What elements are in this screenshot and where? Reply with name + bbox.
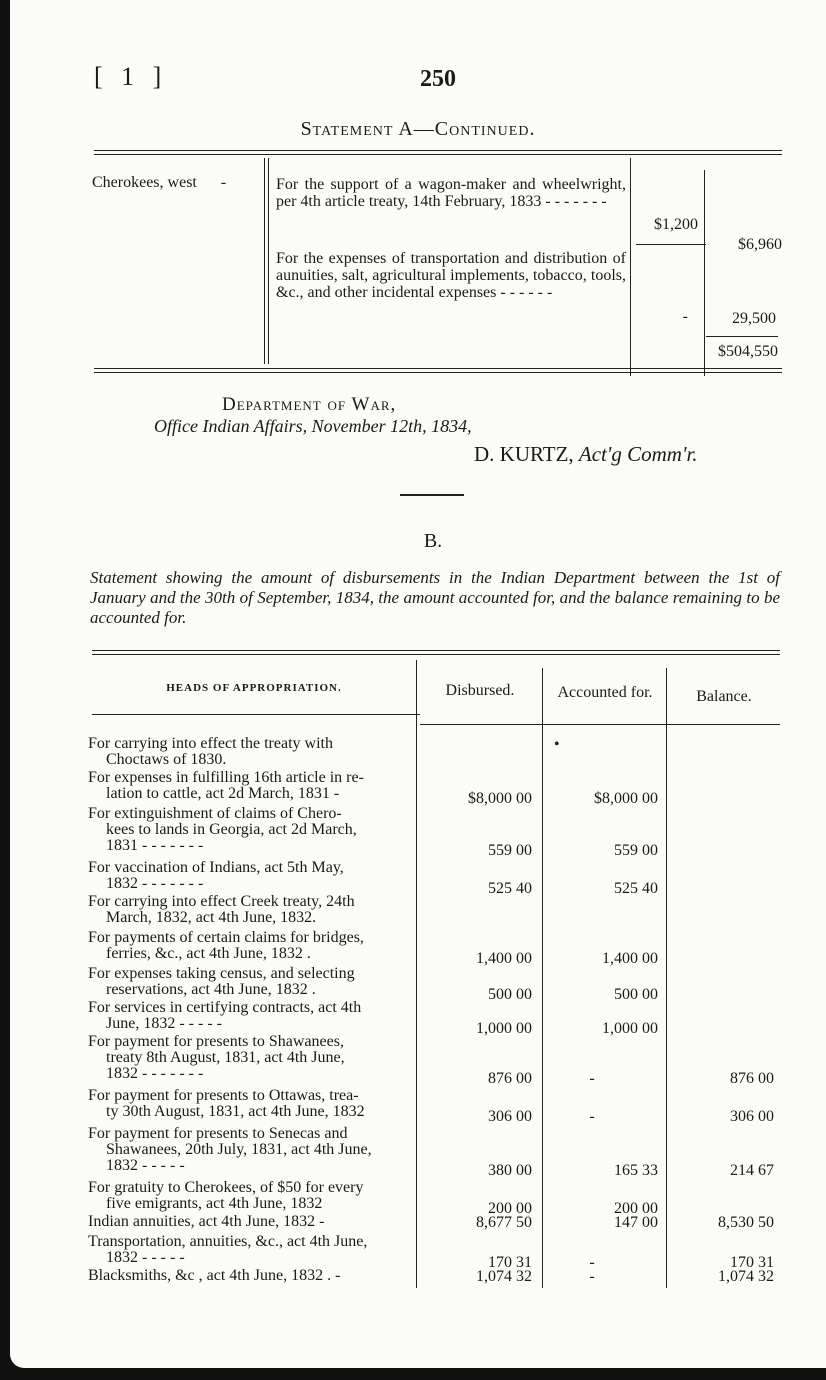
appropriation-head <box>88 1234 418 1266</box>
appropriation-head <box>88 860 418 892</box>
appropriation-head <box>88 806 418 854</box>
column-header-balance: Balance. <box>696 688 752 705</box>
statement-a-tribe <box>92 174 226 192</box>
appropriation-head-line: For carrying into effect Creek treaty, 24th <box>88 893 355 910</box>
statement-b-caption: Statement showing the amount of disbursements in the Indian Department between the 1st of January and the 30th of September, 1834, the amount accounted for, and the balance remaining to be accounted for. <box>90 568 780 627</box>
statement-a-item-2-amount: - <box>682 308 688 325</box>
appropriation-head-line: lation to cattle, act 2d March, 1831 - <box>106 785 340 802</box>
accounted-value: 1,400 00 <box>602 950 658 967</box>
appropriation-head-line: For expenses taking census, and selecting <box>88 965 355 982</box>
statement-a-subtotal-1: $6,960 <box>738 236 782 253</box>
accounted-value: $8,000 00 <box>594 790 658 807</box>
signatory-name: D. KURTZ, <box>474 442 574 466</box>
appropriation-head-line: ty 30th August, 1831, act 4th June, 1832 <box>106 1103 365 1120</box>
section-divider <box>400 494 464 496</box>
appropriation-head-line: For carrying into effect the treaty with <box>88 735 333 752</box>
accounted-value: 525 40 <box>614 880 658 897</box>
accounted-value: 1,000 00 <box>602 1020 658 1037</box>
appropriation-head <box>88 1000 418 1032</box>
statement-a-top-rule-2 <box>94 154 782 155</box>
accounted-value: 165 33 <box>614 1162 658 1179</box>
signatory-title: Act'g Comm'r. <box>578 442 698 466</box>
disbursed-value: 500 00 <box>488 986 532 1003</box>
statement-b-header-rule <box>420 724 780 725</box>
appropriation-head <box>88 1268 418 1284</box>
accounted-value: 500 00 <box>614 986 658 1003</box>
statement-a-tribe-label: Cherokees, west <box>92 174 197 191</box>
appropriation-head-line: Blacksmiths, &c , act 4th June, 1832 . - <box>88 1267 341 1284</box>
appropriation-head-line: For payment for presents to Shawanees, <box>88 1033 344 1050</box>
appropriation-head-line: Transportation, annuities, &c., act 4th June, <box>88 1233 368 1250</box>
statement-b-col-divider <box>666 668 667 1288</box>
disbursed-value: 200 00 <box>488 1200 532 1217</box>
statement-a-col-divider <box>268 158 269 364</box>
appropriation-head-line: Shawanees, 20th July, 1831, act 4th June, <box>106 1141 372 1158</box>
appropriation-head-line: reservations, act 4th June, 1832 . <box>106 981 316 998</box>
accounted-value: 559 00 <box>614 842 658 859</box>
appropriation-head <box>88 1034 418 1082</box>
appropriation-head-line: Choctaws of 1830. <box>106 751 227 768</box>
statement-a-bottom-rule <box>94 368 782 369</box>
disbursed-value: 170 31 <box>488 1254 532 1271</box>
balance-value: 8,530 50 <box>718 1214 774 1231</box>
column-header-accounted: Accounted for. <box>557 684 653 701</box>
appropriation-head-line: 1832 - - - - - <box>106 1157 185 1174</box>
appropriation-head-line: For vaccination of Indians, act 5th May, <box>88 859 344 876</box>
appropriation-head-line: For expenses in fulfilling 16th article in re- <box>88 769 364 786</box>
statement-a-total: $504,550 <box>718 343 778 360</box>
disbursed-value: $8,000 00 <box>468 790 532 807</box>
appropriation-head-line: treaty 8th August, 1831, act 4th June, <box>106 1049 345 1066</box>
statement-a-total-rule <box>706 336 778 337</box>
office-date: Office Indian Affairs, November 12th, 1834, <box>154 416 472 436</box>
disbursed-value: 876 00 <box>488 1070 532 1087</box>
disbursed-value: 1,400 00 <box>476 950 532 967</box>
appropriation-head <box>88 736 418 768</box>
statement-a-col-divider <box>630 158 631 376</box>
statement-b-top-rule <box>92 650 780 651</box>
accounted-value: 147 00 <box>614 1214 658 1231</box>
statement-b-header-rule <box>92 714 420 715</box>
appropriation-head-line: March, 1832, act 4th June, 1832. <box>106 909 317 926</box>
appropriation-head-line: ferries, &c., act 4th June, 1832 . <box>106 945 311 962</box>
disbursed-value: 525 40 <box>488 880 532 897</box>
disbursed-value: 8,677 50 <box>476 1214 532 1231</box>
balance-value: 1,074 32 <box>718 1268 774 1285</box>
appropriation-head-line: For extinguishment of claims of Chero- <box>88 805 342 822</box>
balance-value: 876 00 <box>730 1070 774 1087</box>
accounted-value: - <box>589 1268 595 1285</box>
disbursed-value: 1,074 32 <box>476 1268 532 1285</box>
appropriation-head-line: For payment for presents to Ottawas, trea- <box>88 1087 359 1104</box>
appropriation-head <box>88 966 418 998</box>
statement-a-bottom-rule-2 <box>94 372 782 373</box>
page-marker: [ 1 ] <box>94 62 168 91</box>
appropriation-head <box>88 1088 418 1120</box>
appropriation-head-line: June, 1832 - - - - - <box>106 1015 222 1032</box>
appropriation-head-line: kees to lands in Georgia, act 2d March, <box>106 821 357 838</box>
appropriation-head-line: five emigrants, act 4th June, 1832 <box>106 1195 323 1212</box>
statement-a-tribe-leader: - <box>220 174 227 191</box>
statement-a-top-rule <box>94 150 782 151</box>
statement-a-col-divider <box>704 170 705 376</box>
balance-value: 170 31 <box>730 1254 774 1271</box>
appropriation-head-line: For services in certifying contracts, act 4th <box>88 999 362 1016</box>
disbursed-value: 1,000 00 <box>476 1020 532 1037</box>
column-header-disbursed: Disbursed. <box>445 682 515 699</box>
signatory <box>474 442 698 467</box>
accounted-value: 200 00 <box>614 1200 658 1217</box>
statement-a-subtotal-2: 29,500 <box>732 310 776 327</box>
statement-a-item-2: For the expenses of transportation and distribution of aunuities, salt, agricultural implements, tobacco, tools, &c., and other incidental expenses - - - - - - <box>276 250 626 301</box>
appropriation-head-line: For payments of certain claims for bridges, <box>88 929 364 946</box>
statement-a-title: Statement A—Continued. <box>300 118 536 140</box>
statement-b-heading: B. <box>423 530 443 552</box>
department-name: Department of War, <box>222 394 397 415</box>
statement-a-item-1: For the support of a wagon-maker and wheelwright, per 4th article treaty, 14th February, 1833 - - - - - - - <box>276 176 626 210</box>
stray-dot: • <box>554 736 560 753</box>
accounted-value: - <box>589 1108 595 1125</box>
column-header-heads: HEADS OF APPROPRIATION. <box>166 682 342 694</box>
appropriation-head <box>88 894 418 926</box>
disbursed-value: 306 00 <box>488 1108 532 1125</box>
appropriation-head-line: 1832 - - - - - <box>106 1249 185 1266</box>
appropriation-head <box>88 930 418 962</box>
appropriation-head-line: For gratuity to Cherokees, of $50 for every <box>88 1179 364 1196</box>
disbursed-value: 559 00 <box>488 842 532 859</box>
balance-value: 214 67 <box>730 1162 774 1179</box>
statement-b-col-divider <box>542 668 543 1288</box>
appropriation-head-line: 1831 - - - - - - - <box>106 837 204 854</box>
appropriation-head <box>88 1180 418 1212</box>
appropriation-head-line: Indian annuities, act 4th June, 1832 - <box>88 1213 325 1230</box>
statement-a-subtotal-rule <box>636 244 706 245</box>
appropriation-head <box>88 1214 418 1230</box>
appropriation-head-line: 1832 - - - - - - - <box>106 1065 204 1082</box>
appropriation-head <box>88 770 418 802</box>
statement-a-item-1-amount: $1,200 <box>654 216 698 233</box>
statement-a-col-divider <box>264 158 265 364</box>
accounted-value: - <box>589 1254 595 1271</box>
accounted-value: - <box>589 1070 595 1087</box>
page-number: 250 <box>420 66 456 92</box>
appropriation-head-line: 1832 - - - - - - - <box>106 875 204 892</box>
balance-value: 306 00 <box>730 1108 774 1125</box>
disbursed-value: 380 00 <box>488 1162 532 1179</box>
document-page <box>10 0 826 1368</box>
statement-b-top-rule-2 <box>92 654 780 655</box>
appropriation-head <box>88 1126 418 1174</box>
appropriation-head-line: For payment for presents to Senecas and <box>88 1125 348 1142</box>
